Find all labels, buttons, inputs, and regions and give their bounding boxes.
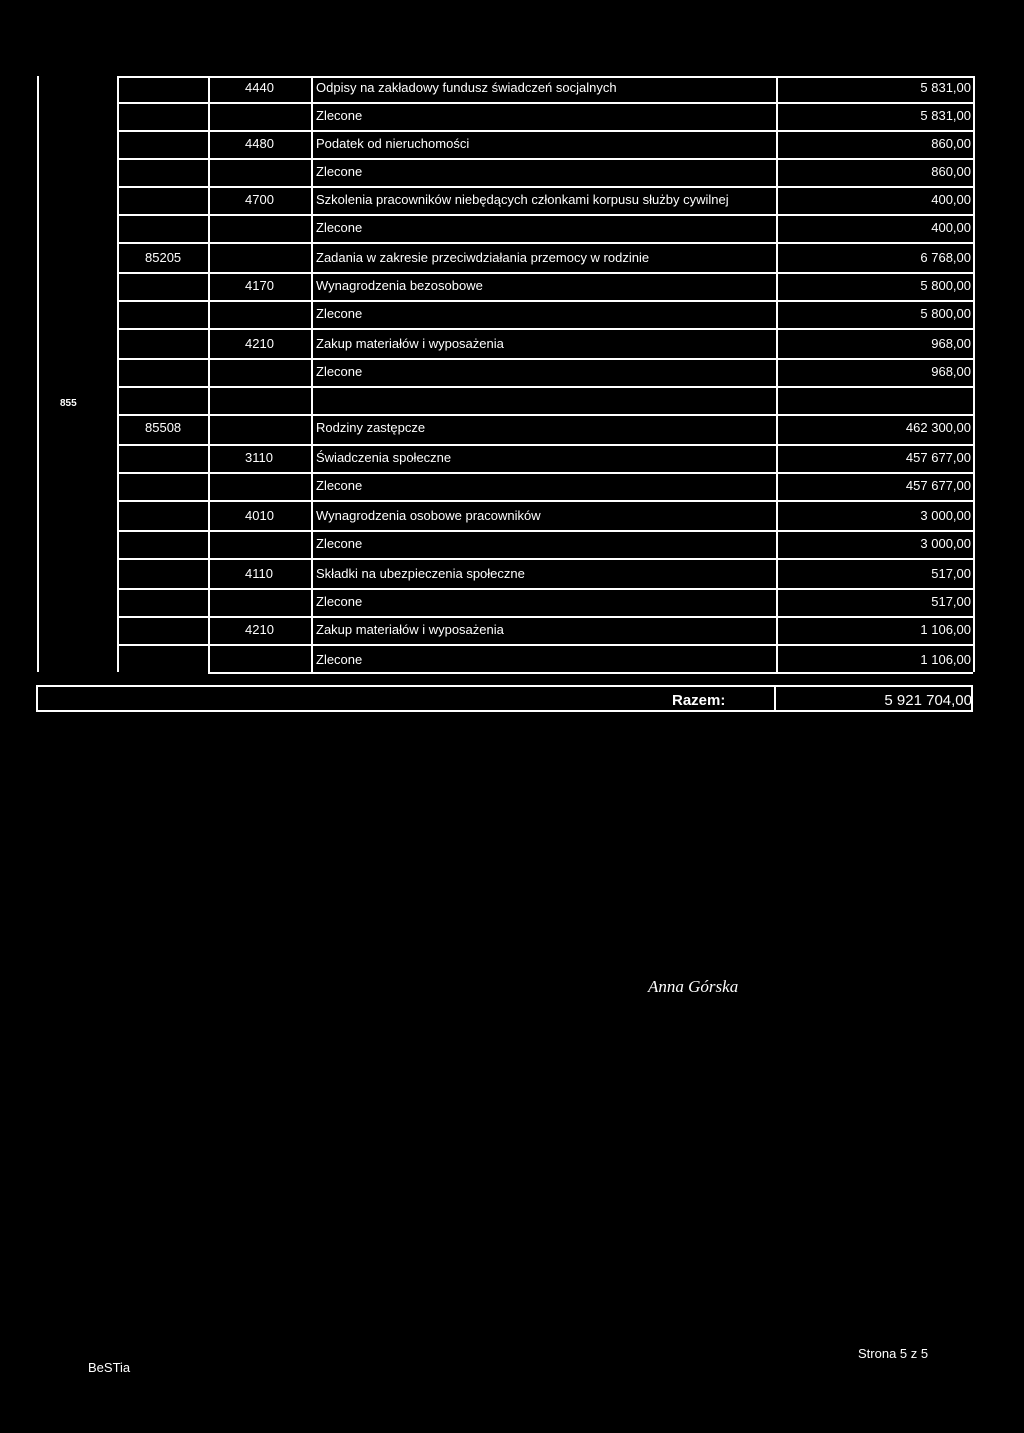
row-amount: 457 677,00 xyxy=(905,450,971,465)
total-label: Razem: xyxy=(672,692,726,709)
row-border xyxy=(117,386,973,388)
row-border xyxy=(117,444,973,446)
row-border xyxy=(117,358,973,360)
row-border xyxy=(117,530,973,532)
footer-left: BeSTia xyxy=(88,1360,131,1375)
row-description: Wynagrodzenia osobowe pracowników xyxy=(316,508,541,523)
section-code: 85508 xyxy=(145,420,182,435)
paragraph-code: 4110 xyxy=(245,566,273,581)
paragraph-code: 4480 xyxy=(245,136,274,151)
row-border xyxy=(117,186,973,188)
row-amount: 1 106,00 xyxy=(920,652,971,667)
row-description: Rodziny zastępcze xyxy=(316,420,426,435)
total-box-divider xyxy=(774,685,776,712)
row-amount: 968,00 xyxy=(931,336,971,351)
table-column-border xyxy=(208,76,210,672)
row-description: Zlecone xyxy=(316,364,363,379)
row-amount: 457 677,00 xyxy=(905,478,971,493)
row-amount: 5 831,00 xyxy=(920,108,971,123)
row-description: Zlecone xyxy=(316,306,363,321)
row-border xyxy=(117,300,973,302)
table-right-border xyxy=(973,76,975,672)
row-border xyxy=(117,130,973,132)
row-border xyxy=(117,272,973,274)
row-amount: 400,00 xyxy=(931,192,971,207)
row-border xyxy=(117,328,973,330)
row-description: Zakup materiałów i wyposażenia xyxy=(316,622,504,637)
paragraph-code: 3110 xyxy=(245,450,273,465)
total-value: 5 921 704,00 xyxy=(884,692,972,709)
row-amount: 3 000,00 xyxy=(920,536,971,551)
row-border xyxy=(117,558,973,560)
paragraph-code: 4210 xyxy=(245,336,274,351)
table-column-border xyxy=(117,76,119,672)
row-border xyxy=(117,158,973,160)
row-amount: 1 106,00 xyxy=(920,622,971,637)
row-description: Zlecone xyxy=(316,108,363,123)
row-description: Składki na ubezpieczenia społeczne xyxy=(316,566,525,581)
row-border xyxy=(117,500,973,502)
row-border xyxy=(117,588,973,590)
row-border xyxy=(117,242,973,244)
paragraph-code: 4440 xyxy=(245,80,274,95)
paragraph-code: 4170 xyxy=(245,278,274,293)
row-amount: 400,00 xyxy=(931,220,971,235)
row-border xyxy=(117,616,973,618)
row-description: Podatek od nieruchomości xyxy=(316,136,470,151)
row-amount: 860,00 xyxy=(931,136,971,151)
row-description: Zlecone xyxy=(316,164,363,179)
row-description: Zlecone xyxy=(316,478,363,493)
row-border xyxy=(117,102,973,104)
row-description: Szkolenia pracowników niebędących członkami korpusu służby cywilnej xyxy=(316,192,729,207)
row-description: Zlecone xyxy=(316,652,363,667)
row-description: Zlecone xyxy=(316,220,363,235)
total-box-bottom-border xyxy=(36,710,973,712)
table-column-border xyxy=(311,76,313,672)
table-column-border xyxy=(776,76,778,672)
paragraph-code: 4700 xyxy=(245,192,274,207)
row-border xyxy=(117,214,973,216)
section-code: 85205 xyxy=(145,250,182,265)
total-box-left-border xyxy=(36,685,38,712)
row-amount: 517,00 xyxy=(931,594,971,609)
footer-page-number: Strona 5 z 5 xyxy=(858,1346,929,1361)
row-amount: 462 300,00 xyxy=(905,420,971,435)
row-amount: 860,00 xyxy=(931,164,971,179)
row-border xyxy=(117,472,973,474)
row-amount: 968,00 xyxy=(931,364,971,379)
row-description: Wynagrodzenia bezosobowe xyxy=(316,278,483,293)
row-description: Świadczenia społeczne xyxy=(316,450,452,465)
row-border xyxy=(117,76,973,78)
table-outer-left-border xyxy=(37,76,39,672)
row-description: Zakup materiałów i wyposażenia xyxy=(316,336,504,351)
row-amount: 5 800,00 xyxy=(920,278,971,293)
row-amount: 517,00 xyxy=(931,566,971,581)
paragraph-code: 4210 xyxy=(245,622,274,637)
signature: Anna Górska xyxy=(648,977,739,996)
paragraph-code: 4010 xyxy=(245,508,274,523)
row-border xyxy=(208,672,973,674)
stamp-mark: 855 xyxy=(60,398,77,409)
row-description: Zlecone xyxy=(316,594,363,609)
row-amount: 5 831,00 xyxy=(920,80,971,95)
row-amount: 3 000,00 xyxy=(920,508,971,523)
total-box-top-border xyxy=(36,685,973,687)
row-amount: 5 800,00 xyxy=(920,306,971,321)
row-border xyxy=(117,414,973,416)
row-description: Odpisy na zakładowy fundusz świadczeń socjalnych xyxy=(316,80,617,95)
row-description: Zlecone xyxy=(316,536,363,551)
row-amount: 6 768,00 xyxy=(920,250,971,265)
row-border xyxy=(117,644,973,646)
row-description: Zadania w zakresie przeciwdziałania przemocy w rodzinie xyxy=(316,250,650,265)
